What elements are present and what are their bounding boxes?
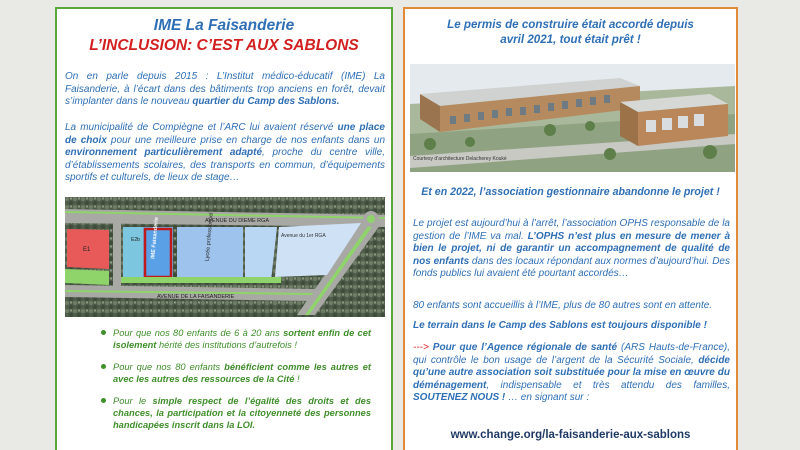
map-lot-left-label: E1	[83, 247, 91, 253]
right-heading-2: Et en 2022, l’association gestionnaire abandonne le projet !	[421, 186, 720, 198]
bullet-dot-icon	[101, 330, 106, 335]
rendering-caption: Courtesy d’architecture Delacherey Kouké	[413, 156, 507, 162]
building-rendering	[410, 64, 735, 172]
left-bullet-list	[101, 327, 371, 441]
site-plan-map	[65, 197, 385, 317]
bullet-dot-icon	[101, 364, 106, 369]
right-paragraph-4: ---> Pour que l’Agence régionale de santé (ARS Hauts-de-France), qui contrôle le bon usage de l’argent de la Sécurité Sociale, décide qu’une autre association soit substituée pour la mise en œuvre du déménagement, indispensable et très attendu des familles, SOUTENEZ NOUS ! … en signant sur :	[413, 342, 730, 404]
petition-url[interactable]: www.change.org/la-faisanderie-aux-sablons	[450, 429, 691, 441]
right-title: Le permis de construire était accordé depuis avril 2021, tout était prêt !	[447, 18, 694, 46]
right-paragraph-1: Le projet est aujourd’hui à l’arrêt, l’association OPHS responsable de la gestion de l’IME va mal. L’OPHS n’est plus en mesure de mener à bien le projet, ni de garantir un accompagnement de qualité de nos enfants dans des locaux répondant aux normes d’aujourd’hui. Des fonds publics lui avaient été pourtant accordés…	[413, 218, 731, 280]
right-panel	[403, 7, 738, 450]
left-panel	[55, 7, 393, 450]
map-lot-lycee-label: Lycée professionnel	[204, 212, 215, 262]
bullet-item-1: Pour que nos 80 enfants de 6 à 20 ans sortent enfin de cet isolement hérité des institutions d’autrefois !	[101, 327, 371, 351]
site-plan-svg	[65, 197, 385, 317]
map-lot-ime-label: IME Faisanderie	[150, 216, 160, 260]
map-road-bottom-label: AVENUE DE LA FAISANDERIE	[157, 294, 235, 300]
left-title: IME La Faisanderie	[153, 17, 295, 34]
bullet-dot-icon	[101, 398, 106, 403]
left-subtitle: L’INCLUSION: C’EST AUX SABLONS	[89, 37, 359, 54]
bullet-item-2: Pour que nos 80 enfants bénéficient comme les autres et avec les autres des ressources de la Cité !	[101, 361, 371, 385]
bullet-item-3: Pour le simple respect de l’égalité des droits et des chances, la participation et la citoyenneté des personnes handicapées inscrit dans la LOI.	[101, 395, 371, 431]
left-paragraph-1: On en parle depuis 2015 : L’Institut médico-éducatif (IME) La Faisanderie, à l’écart dans des bâtiments trop anciens en forêt, devait s’implanter dans le nouveau quartier du Camp des Sablons.	[65, 71, 385, 108]
map-avenue-side-label: Avenue du 1er RGA	[281, 233, 326, 239]
right-paragraph-3: Le terrain dans le Camp des Sablons est toujours disponible !	[413, 320, 707, 331]
building-rendering-svg	[410, 64, 735, 172]
map-lot-mid-label: E2b	[131, 237, 140, 243]
left-paragraph-2: La municipalité de Compiègne et l’ARC lui avaient réservé une place de choix pour une meilleure prise en charge de nos enfants dans un environnement particulièrement adapté, proche du centre ville, d’établissements scolaires, des transports en commun, d’équipements sportifs et culturels, de lieux de stage…	[65, 122, 386, 184]
right-paragraph-2: 80 enfants sont accueillis à l’IME, plus de 80 autres sont en attente.	[413, 300, 713, 311]
map-road-top-label: AVENUE DU DIEME RGA	[205, 218, 270, 224]
